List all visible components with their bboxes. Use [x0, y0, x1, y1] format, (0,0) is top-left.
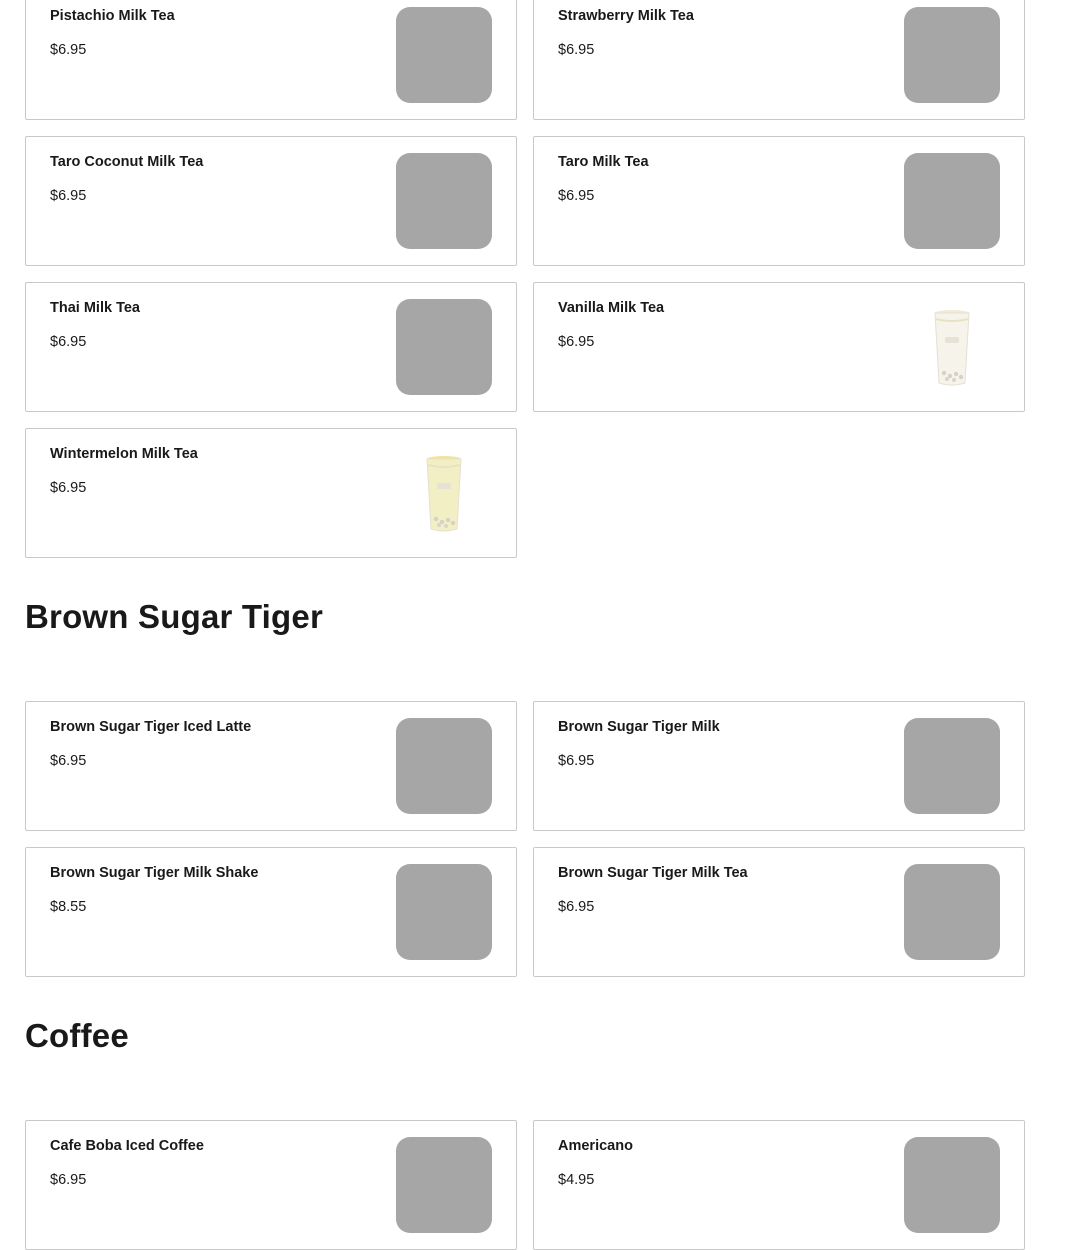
item-image-placeholder	[396, 864, 492, 960]
item-name: Cafe Boba Iced Coffee	[50, 1138, 204, 1154]
item-image-placeholder	[904, 7, 1000, 103]
item-image-placeholder	[904, 864, 1000, 960]
menu-item-card[interactable]	[25, 1120, 517, 1250]
item-price: $6.95	[50, 480, 87, 496]
item-price: $6.95	[558, 899, 595, 915]
menu-item-card[interactable]	[25, 428, 517, 558]
item-image-placeholder	[396, 7, 492, 103]
item-name: Taro Coconut Milk Tea	[50, 154, 204, 170]
menu-item-card[interactable]	[533, 0, 1025, 120]
drink-cup-image	[904, 299, 1000, 395]
item-image-placeholder	[904, 718, 1000, 814]
item-image-placeholder	[396, 153, 492, 249]
item-name: Wintermelon Milk Tea	[50, 446, 198, 462]
menu-item-card[interactable]	[533, 282, 1025, 412]
item-name: Pistachio Milk Tea	[50, 8, 175, 24]
menu-item-card[interactable]	[533, 1120, 1025, 1250]
section-title: Brown Sugar Tiger	[25, 598, 323, 635]
item-image-placeholder	[904, 153, 1000, 249]
item-name: Taro Milk Tea	[558, 154, 649, 170]
item-image	[904, 299, 1000, 395]
item-price: $6.95	[50, 1172, 87, 1188]
item-image-placeholder	[904, 1137, 1000, 1233]
menu-item-card[interactable]	[25, 282, 517, 412]
item-price: $6.95	[558, 42, 595, 58]
item-price: $6.95	[558, 334, 595, 350]
item-price: $6.95	[558, 753, 595, 769]
item-name: Brown Sugar Tiger Iced Latte	[50, 719, 252, 735]
section-title: Coffee	[25, 1017, 129, 1054]
item-name: Brown Sugar Tiger Milk Shake	[50, 865, 259, 881]
menu-item-card[interactable]	[533, 847, 1025, 977]
item-name: Brown Sugar Tiger Milk Tea	[558, 865, 748, 881]
item-image-placeholder	[396, 299, 492, 395]
menu-item-card[interactable]	[533, 136, 1025, 266]
item-price: $6.95	[50, 753, 87, 769]
item-price: $6.95	[558, 188, 595, 204]
drink-cup-image	[396, 445, 492, 541]
menu-item-card[interactable]	[533, 701, 1025, 831]
menu-item-card[interactable]	[25, 136, 517, 266]
item-price: $4.95	[558, 1172, 595, 1188]
item-image	[396, 445, 492, 541]
item-name: Thai Milk Tea	[50, 300, 140, 316]
item-name: Vanilla Milk Tea	[558, 300, 665, 316]
item-name: Strawberry Milk Tea	[558, 8, 694, 24]
item-image-placeholder	[396, 718, 492, 814]
menu-item-card[interactable]	[25, 847, 517, 977]
item-image-placeholder	[396, 1137, 492, 1233]
menu-item-card[interactable]	[25, 701, 517, 831]
item-name: Americano	[558, 1138, 633, 1154]
item-price: $6.95	[50, 42, 87, 58]
item-price: $6.95	[50, 334, 87, 350]
item-price: $8.55	[50, 899, 87, 915]
menu-item-card[interactable]	[25, 0, 517, 120]
item-name: Brown Sugar Tiger Milk	[558, 719, 720, 735]
item-price: $6.95	[50, 188, 87, 204]
